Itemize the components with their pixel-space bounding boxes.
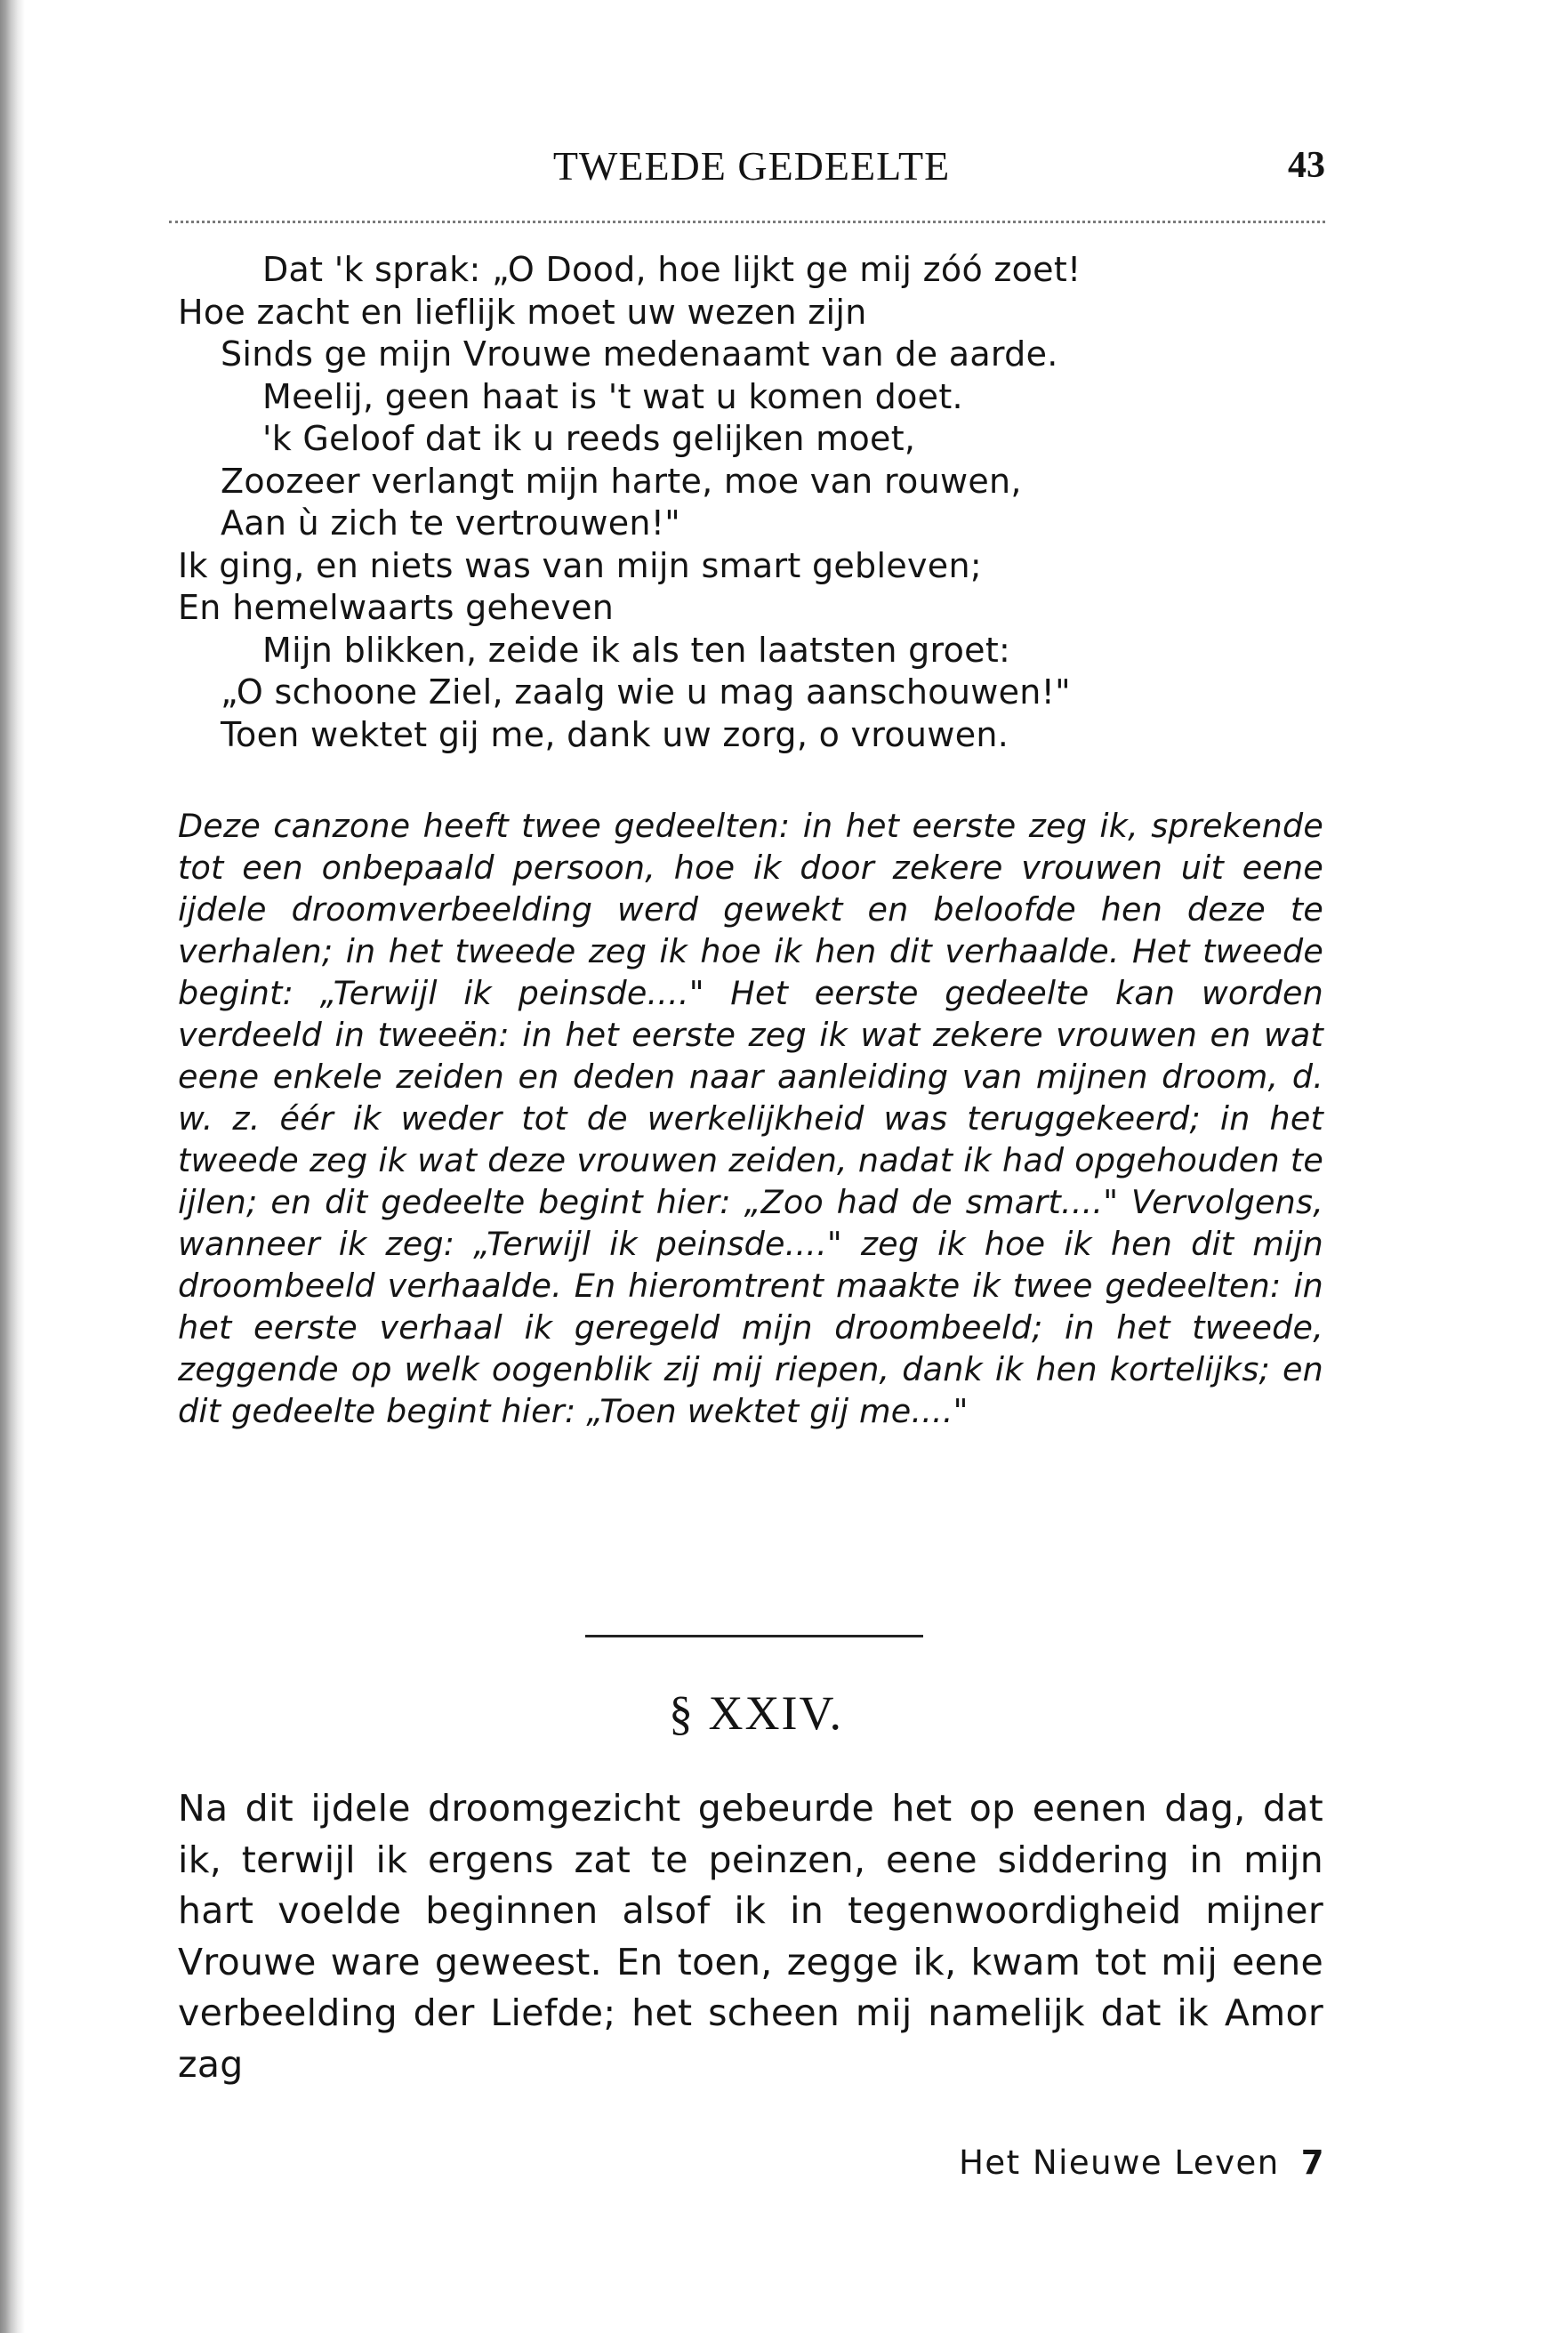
poem-line: Toen wektet gij me, dank uw zorg, o vrouwen. [221,714,1009,754]
poem-line: Ik ging, en niets was van mijn smart gebleven; [178,545,982,585]
header-dotted-rule [169,221,1325,223]
poem-line: „O schoone Ziel, zaalg wie u mag aanschouwen!" [221,672,1071,712]
running-head [178,142,1325,196]
poem-line: Aan ù zich te vertrouwen!" [221,503,681,543]
poem-line: Zoozeer verlangt mijn harte, moe van rouwen, [221,461,1022,501]
commentary-paragraph: Deze canzone heeft twee gedeelten: in het eerste zeg ik, sprekende tot een onbepaald persoon, hoe ik door zekere vrouwen uit eene ijdele droomverbeelding werd gewekt en beloofde hen deze te verhalen; in het tweede zeg ik hoe ik hen dit verhaalde. Het tweede begint: „Terwijl ik peinsde...." Het eerste gedeelte kan worden verdeeld in tweeën: in het eerste zeg ik wat zekere vrouwen en wat eene enkele zeiden en deden naar aanleiding van mijnen droom, d. w. z. éér ik weder tot de werkelijkheid was teruggekeerd; in het tweede zeg ik wat deze vrouwen zeiden, nadat ik had opgehouden te ijlen; en dit gedeelte begint hier: „Zoo had de smart...." Vervolgens, wanneer ik zeg: „Terwijl ik peinsde...." zeg ik hoe ik hen dit mijn droombeeld verhaalde. En hieromtrent maakte ik twee gedeelten: in het eerste verhaal ik geregeld mijn droombeeld; in het tweede, zeggende op welk oogenblik zij mij riepen, dank ik hen kortelijks; en dit gedeelte begint hier: „Toen wektet gij me...." [178,807,1323,1430]
section-separator-rule [585,1635,923,1637]
poem-block [178,249,1334,756]
section-heading: § XXIV. [668,1686,843,1740]
poem-line: Sinds ge mijn Vrouwe medenaamt van de aarde. [221,334,1058,374]
signature-title: Het Nieuwe Leven [959,2144,1280,2182]
page-number: 43 [1288,145,1325,186]
poem-line: Mijn blikken, zeide ik als ten laatsten groet: [262,630,1011,670]
scan-binding-edge [0,0,25,2333]
poem-line: Dat 'k sprak: „O Dood, hoe lijkt ge mij zóó zoet! [262,250,1082,289]
body-paragraph: Na dit ijdele droomgezicht gebeurde het op eenen dag, dat ik, terwijl ik ergens zat te peinzen, eene siddering in mijn hart voelde beginnen alsof ik in tegenwoordigheid mijner Vrouwe ware geweest. En toen, zegge ik, kwam tot mij eene verbeelding der Liefde; het scheen mij namelijk dat ik Amor zag [178,1787,1323,2086]
poem-line: En hemelwaarts geheven [178,588,615,627]
running-title: TWEEDE GEDEELTE [552,143,951,189]
poem-line: Hoe zacht en lieflijk moet uw wezen zijn [178,292,867,332]
poem-line: 'k Geloof dat ik u reeds gelijken moet, [262,419,916,458]
signature-line [854,2144,1325,2182]
poem-line: Meelij, geen haat is 't wat u komen doet. [262,376,963,416]
signature-number: 7 [1300,2144,1325,2182]
